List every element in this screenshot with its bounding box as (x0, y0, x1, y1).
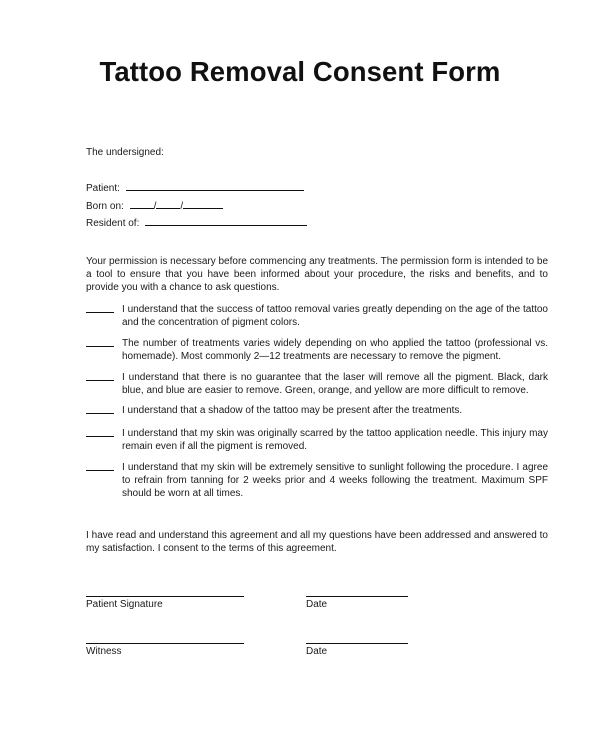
born-year-field[interactable] (183, 198, 223, 209)
born-day-field[interactable] (156, 198, 180, 209)
witness-signature-field[interactable] (86, 643, 244, 644)
born-label: Born on: (86, 201, 124, 212)
consent-item-text: I understand that my skin was originally scarred by the tattoo application needle. This injury may remain even if all the pigment is removed. (122, 428, 548, 453)
born-separator: / (153, 201, 157, 212)
resident-label: Resident of: (86, 218, 140, 229)
consent-item-text: I understand that a shadow of the tattoo may be present after the treatments. (122, 405, 463, 416)
born-separator: / (180, 201, 184, 212)
resident-row (86, 215, 307, 230)
initials-field[interactable] (86, 413, 114, 414)
date-label: Date (306, 646, 328, 657)
agreement-paragraph: I have read and understand this agreement and all my questions have been addressed and answered to my satisfaction. I consent to the terms of this agreement. (86, 530, 548, 555)
consent-item-text: I understand that the success of tattoo removal varies greatly depending on the age of the tattoo and the concentration of pigment colors. (122, 304, 548, 329)
initials-field[interactable] (86, 470, 114, 471)
undersigned-label: The undersigned: (86, 147, 164, 158)
born-row (86, 198, 223, 213)
initials-field[interactable] (86, 436, 114, 437)
initials-field[interactable] (86, 312, 114, 313)
consent-item-text: I understand that there is no guarantee that the laser will remove all the pigment. Black, dark blue, and blue are easier to remove. Green, orange, and yellow are more difficult to remove. (122, 372, 548, 397)
date-label: Date (306, 599, 328, 610)
patient-date-field[interactable] (306, 596, 408, 597)
born-month-field[interactable] (130, 198, 154, 209)
witness-date-field[interactable] (306, 643, 408, 644)
patient-label: Patient: (86, 183, 120, 194)
patient-row (86, 180, 304, 195)
consent-item-text: The number of treatments varies widely depending on who applied the tattoo (professional vs. homemade). Most commonly 2—12 treatments are necessary to remove the pigment. (122, 338, 548, 363)
initials-field[interactable] (86, 346, 114, 347)
witness-label: Witness (86, 646, 122, 657)
consent-item-text: I understand that my skin will be extremely sensitive to sunlight following the procedure. I agree to refrain from tanning for 2 weeks prior and 4 weeks following the treatment. Maximum SPF should be worn at all times. (122, 462, 548, 500)
resident-field[interactable] (145, 215, 307, 226)
form-title: Tattoo Removal Consent Form (99, 56, 501, 87)
patient-signature-label: Patient Signature (86, 599, 163, 610)
intro-paragraph: Your permission is necessary before commencing any treatments. The permission form is intended to be a tool to ensure that you have been informed about your procedure, the risks and benefits, and to provide you with a chance to ask questions. (86, 256, 548, 294)
patient-name-field[interactable] (126, 180, 304, 191)
patient-signature-field[interactable] (86, 596, 244, 597)
initials-field[interactable] (86, 380, 114, 381)
